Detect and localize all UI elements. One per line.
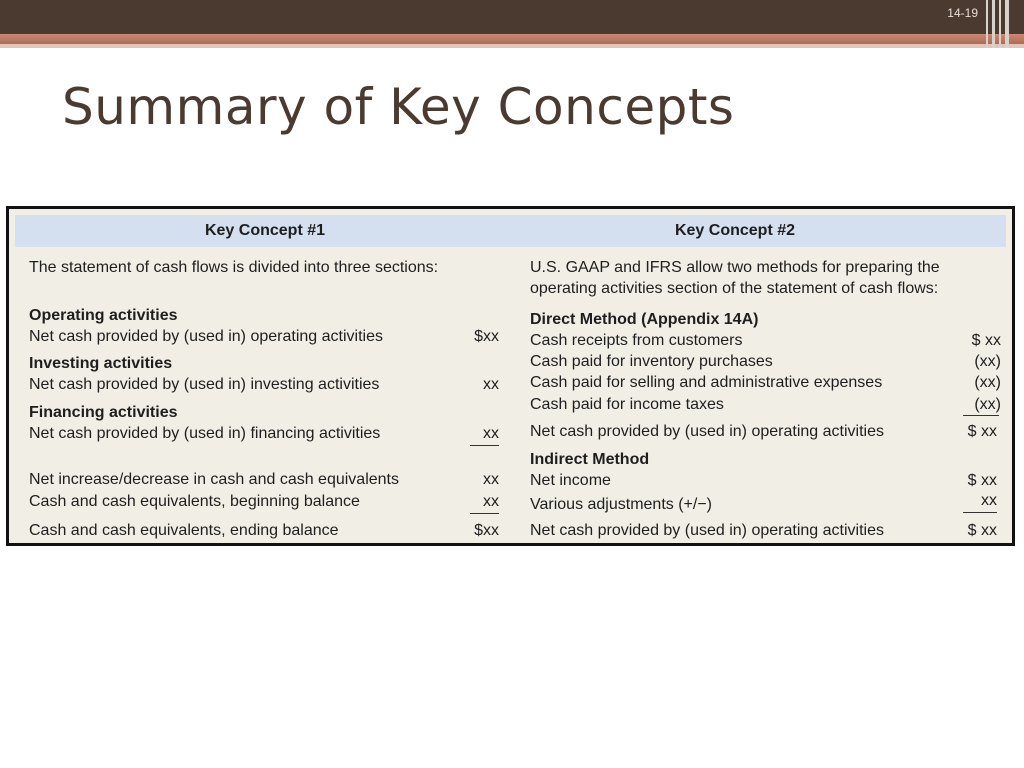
direct-line: Cash paid for selling and administrative expenses — [530, 374, 883, 391]
top-bar — [0, 0, 1024, 34]
investing-amount: xx — [483, 376, 499, 393]
direct-total-line: Net cash provided by (used in) operating activities — [530, 423, 884, 440]
direct-amount: (xx) — [974, 374, 1001, 391]
net-change-line: Net increase/decrease in cash and cash equivalents — [29, 471, 399, 488]
net-income-amount: $ xx — [967, 472, 997, 489]
top-accent-stripe-light — [0, 44, 1024, 48]
direct-underline — [963, 415, 999, 416]
top-accent-stripe — [0, 34, 1024, 44]
slide-title: Summary of Key Concepts — [62, 78, 735, 136]
investing-line: Net cash provided by (used in) investing activities — [29, 376, 380, 393]
beginning-amount: xx — [483, 493, 499, 510]
beginning-line: Cash and cash equivalents, beginning balance — [29, 493, 360, 510]
adjustments-line: Various adjustments (+/−) — [530, 496, 713, 513]
operating-line: Net cash provided by (used in) operating activities — [29, 328, 383, 345]
slide-number: 14-19 — [947, 6, 978, 20]
adjustments-amount: xx — [981, 492, 997, 509]
ending-amount: $xx — [474, 522, 499, 539]
direct-line: Cash paid for income taxes — [530, 396, 724, 413]
key-concepts-table — [6, 206, 1015, 546]
direct-amount: (xx) — [974, 396, 1001, 413]
ending-line: Cash and cash equivalents, ending balance — [29, 522, 339, 539]
net-income-line: Net income — [530, 472, 611, 489]
investing-heading: Investing activities — [29, 355, 173, 372]
header-key-concept-2: Key Concept #2 — [674, 222, 796, 239]
direct-total-amount: $ xx — [967, 423, 997, 440]
header-key-concept-1: Key Concept #1 — [204, 222, 326, 239]
adjustments-underline — [963, 512, 997, 513]
direct-amount: (xx) — [974, 353, 1001, 370]
decorative-vertical-lines — [986, 0, 1016, 48]
right-intro-line-2: operating activities section of the statement of cash flows: — [530, 280, 939, 297]
right-intro-line-1: U.S. GAAP and IFRS allow two methods for preparing the — [530, 259, 940, 276]
indirect-total-line: Net cash provided by (used in) operating activities — [530, 522, 884, 539]
indirect-total-amount: $ xx — [967, 522, 997, 539]
net-change-amount: xx — [483, 471, 499, 488]
beginning-underline — [470, 513, 499, 514]
financing-heading: Financing activities — [29, 404, 178, 421]
direct-line: Cash paid for inventory purchases — [530, 353, 773, 370]
direct-line: Cash receipts from customers — [530, 332, 743, 349]
operating-heading: Operating activities — [29, 307, 178, 324]
financing-amount: xx — [483, 425, 499, 442]
direct-method-heading: Direct Method (Appendix 14A) — [530, 311, 759, 328]
indirect-method-heading: Indirect Method — [530, 451, 650, 468]
operating-amount: $xx — [474, 328, 499, 345]
direct-amount: $ xx — [971, 332, 1001, 349]
financing-underline — [470, 445, 499, 446]
financing-line: Net cash provided by (used in) financing activities — [29, 425, 381, 442]
left-intro: The statement of cash flows is divided into three sections: — [29, 259, 439, 276]
table-header-row — [15, 215, 1006, 247]
